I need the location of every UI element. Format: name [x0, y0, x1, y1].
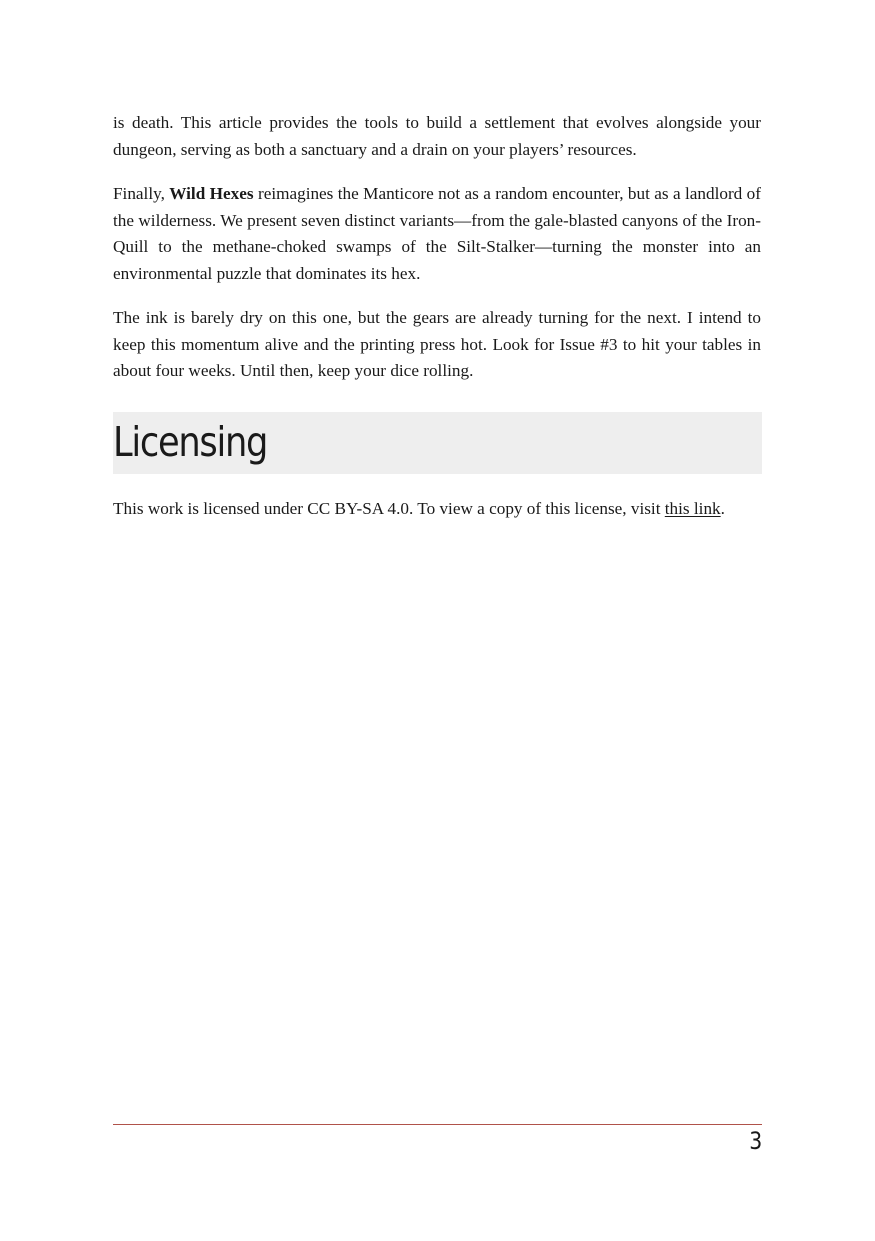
paragraph-wild-hexes-lead: Finally, [113, 184, 170, 203]
wild-hexes-title: Wild Hexes [169, 184, 254, 203]
footer-divider [113, 1124, 762, 1125]
licensing-text-end: . [720, 498, 725, 518]
page-content [113, 110, 761, 540]
paragraph-wild-hexes-body: reimagines the Manticore not as a random encounter, but as a landlord of the wilderness. We present seven distinct variants—from the gale-blasted canyons of the Iron-Quill to the methane-choked swamps of the Silt-Stalker—turning the monster into an environmental puzzle that dominates its hex. [113, 184, 761, 283]
paragraph-settlement: is death. This article provides the tools to build a settlement that evolves alongside your dungeon, serving as both a sanctuary and a drain on your players’ resources. [113, 113, 761, 159]
licensing-paragraph [113, 496, 761, 523]
licensing-heading-box [113, 412, 762, 474]
licensing-heading: Licensing [113, 418, 268, 466]
licensing-text: This work is licensed under CC BY-SA 4.0. To view a copy of this license, visit [113, 498, 665, 518]
license-link[interactable]: this link [664, 498, 721, 518]
paragraph-wild-hexes [113, 181, 761, 287]
page-number: 3 [749, 1127, 762, 1155]
paragraph-next-issue: The ink is barely dry on this one, but the gears are already turning for the next. I intend to keep this momentum alive and the printing press hot. Look for Issue #3 to hit your tables in about four weeks. Until then, keep your dice rolling. [113, 308, 761, 380]
